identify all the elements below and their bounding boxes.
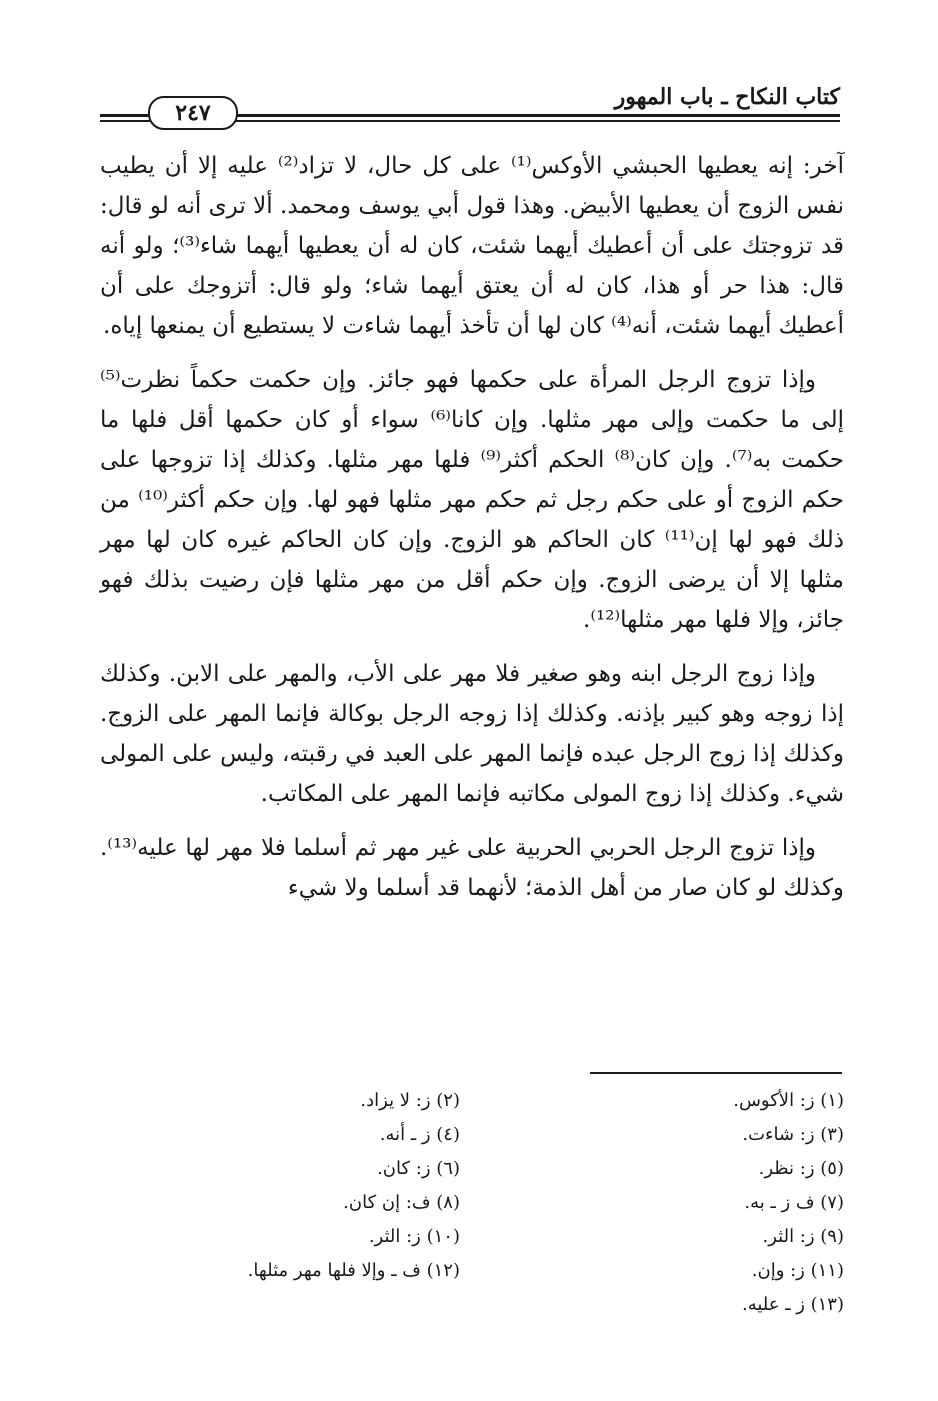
footnotes-odd-column <box>514 1084 844 1322</box>
footnote: (١٢) ف ـ وإلا فلها مهر مثلها. <box>247 1260 460 1281</box>
paragraph: وإذا تزوج الرجل المرأة على حكمها فهو جائز. وإن حكمت حكماً نظرت⁽⁵⁾ إلى ما حكمت وإلى مهر مثلها. وإن كانا⁽⁶⁾ سواء أو كان حكمها أقل فلها ما حكمت به⁽⁷⁾. وإن كان⁽⁸⁾ الحكم أكثر⁽⁹⁾ فلها مهر مثلها. وكذلك إذا تزوجها على حكم الزوج أو على حكم رجل ثم حكم مهر مثلها فهو لها. وإن حكم أكثر⁽¹⁰⁾ من ذلك فهو لها إن⁽¹¹⁾ كان الحاكم هو الزوج. وإن كان الحاكم غيره كان لها مهر مثلها إلا أن يرضى الزوج. وإن حكم أقل من مهر مثلها فإن رضيت بذلك فهو جائز، وإلا فلها مهر مثلها⁽¹²⁾. <box>100 367 844 633</box>
paragraph: وإذا تزوج الرجل الحربي الحربية على غير مهر ثم أسلما فلا مهر لها عليه⁽¹³⁾. وكذلك لو كان صار من أهل الذمة؛ لأنهما قد أسلما ولا شيء <box>100 835 844 901</box>
paragraph: آخر: إنه يعطيها الحبشي الأوكس⁽¹⁾ على كل حال، لا تزاد⁽²⁾ عليه إلا أن يطيب نفس الزوج أن يعطيها الأبيض. وهذا قول أبي يوسف ومحمد. ألا ترى أنه لو قال: قد تزوجتك على أن أعطيك أيهما شئت، كان له أن يعطيها أيهما شاء⁽³⁾؛ ولو أنه قال: هذا حر أو هذا، كان له أن يعتق أيهما شاء؛ ولو قال: أتزوجك على أن أعطيك أيهما شئت، أنه⁽⁴⁾ كان لها أن تأخذ أيهما شاءت لا يستطيع أن يمنعها إياه. <box>100 153 845 339</box>
paragraph: وإذا زوج الرجل ابنه وهو صغير فلا مهر على الأب، والمهر على الابن. وكذلك إذا زوجه وهو كبير بإذنه. وكذلك إذا زوجه الرجل بوكالة فإنما المهر على الزوج. وكذلك إذا زوج الرجل عبده فإنما المهر على العبد في رقبته، وليس على المولى شيء. وكذلك إذا زوج المولى مكاتبه فإنما المهر على المكاتب. <box>100 661 844 807</box>
footnote: (٥) ز: نظر. <box>758 1158 844 1179</box>
footnote: (٣) ز: شاءت. <box>742 1124 844 1145</box>
footnote: (٩) ز: الثر. <box>762 1226 844 1247</box>
footnote: (١١) ز: وإن. <box>751 1260 844 1281</box>
chapter-title: كتاب النكاح ـ باب المهور <box>614 84 840 110</box>
footnote: (٧) ف ز ـ به. <box>744 1192 844 1213</box>
page-number: ٢٤٧ <box>148 96 238 130</box>
footnote: (١٠) ز: الثر. <box>368 1226 460 1247</box>
page-header <box>100 78 840 130</box>
footnote: (٦) ز: كان. <box>377 1158 460 1179</box>
footnote: (١) ز: الأكوس. <box>733 1090 844 1111</box>
footnote: (٨) ف: إن كان. <box>343 1192 460 1213</box>
footnote-separator <box>590 1072 842 1074</box>
footnote: (٤) ز ـ أنه. <box>379 1124 460 1145</box>
footnotes-even-column <box>100 1084 460 1288</box>
main-text <box>100 146 844 922</box>
footnote: (١٣) ز ـ عليه. <box>741 1294 844 1315</box>
footnote: (٢) ز: لا يزاد. <box>360 1090 460 1111</box>
